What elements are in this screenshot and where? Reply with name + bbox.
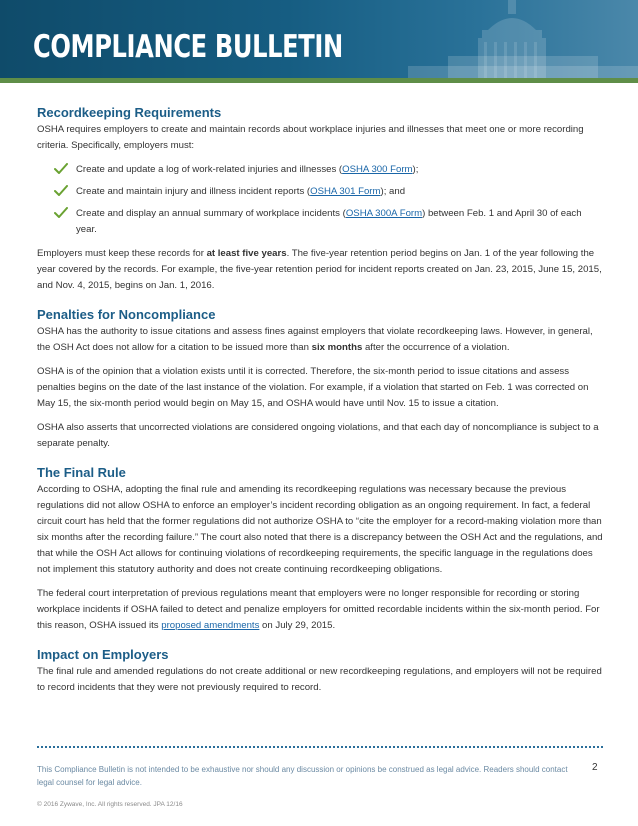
osha-301-form-link[interactable]: OSHA 301 Form <box>310 186 381 197</box>
paragraph: OSHA also asserts that uncorrected violations are considered ongoing violations, and that each day of noncompliance is subject to a separate penalty. <box>37 422 599 449</box>
requirements-checklist <box>37 162 603 238</box>
paragraph: OSHA has the authority to issue citations and assess fines against employers that violate recordkeeping laws. However, in general, the OSH Act does not allow for a citation to be issued more than six months after the occurrence of a violation. <box>37 326 593 353</box>
section-penalties <box>37 306 603 452</box>
copyright-notice: © 2016 Zywave, Inc. All rights reserved. JPA 12/16 <box>37 801 183 808</box>
bulletin-body <box>37 104 603 704</box>
page-number: 2 <box>592 762 598 773</box>
header-accent-strip <box>0 78 638 83</box>
checkmark-icon <box>54 163 68 175</box>
paragraph: OSHA requires employers to create and maintain records about workplace injuries and illnesses that meet one or more recording criteria. Specifically, employers must: <box>37 124 584 151</box>
section-heading: Recordkeeping Requirements <box>37 105 222 120</box>
section-final-rule <box>37 464 603 634</box>
paragraph: Employers must keep these records for at least five years. The five-year retention period begins on Jan. 1 of the year following the year covered by the records. For example, the five-year retention period for incident reports created on Jan. 23, 2015, June 15, 2015, and Nov. 4, 2015, begins on Jan. 1, 2016. <box>37 248 602 291</box>
section-heading: Impact on Employers <box>37 647 169 662</box>
footer-divider <box>37 746 603 748</box>
section-heading: Penalties for Noncompliance <box>37 307 216 322</box>
checkmark-icon <box>54 185 68 197</box>
footer-disclaimer: This Compliance Bulletin is not intended to be exhaustive nor should any discussion or opinions be construed as legal advice. Readers should contact legal counsel for legal advice. <box>37 765 568 787</box>
paragraph: The final rule and amended regulations do not create additional or new recordkeeping regulations, and employers will not be required to record incidents that they were not previously required to record. <box>37 666 602 693</box>
list-item: Create and update a log of work-related injuries and illnesses (OSHA 300 Form); <box>37 162 603 178</box>
list-item: Create and display an annual summary of workplace incidents (OSHA 300A Form) between Feb. 1 and April 30 of each year. <box>37 206 603 238</box>
proposed-amendments-link[interactable]: proposed amendments <box>161 620 260 631</box>
osha-300-form-link[interactable]: OSHA 300 Form <box>342 164 413 175</box>
paragraph: The federal court interpretation of previous regulations meant that employers were no longer responsible for recording or storing workplace incidents if OSHA failed to detect and penalize employers for omitted recordable incidents within the six-month period. For this reason, OSHA issued its proposed amendments on July 29, 2015. <box>37 588 600 631</box>
capitol-dome-image <box>408 0 638 78</box>
section-impact <box>37 646 603 696</box>
paragraph: OSHA is of the opinion that a violation exists until it is corrected. Therefore, the six-month period to issue citations and assess penalties begins on the date of the last instance of the violation. For example, if a violation that started on Feb. 1 was corrected on May 15, the six-month period would begin on May 15, and OSHA would have until Nov. 15 to issue a citation. <box>37 366 589 409</box>
bulletin-header <box>0 0 638 78</box>
bulletin-title: COMPLIANCE BULLETIN <box>33 29 343 65</box>
osha-300a-form-link[interactable]: OSHA 300A Form <box>345 208 423 219</box>
list-item: Create and maintain injury and illness incident reports (OSHA 301 Form); and <box>37 184 603 200</box>
paragraph: According to OSHA, adopting the final rule and amending its recordkeeping regulations was necessary because the previous regulations did not allow OSHA to enforce an employer’s incident recording obligation as an ongoing requirement. In fact, a federal circuit court has held that the former regulations did not authorize OSHA to “cite the employer for a record-making violation more than six months after the recording failure.” The court also noted that there is a discrepancy between the OSH Act and the regulations, and that while the OSH Act allows for continuing violations of recordkeeping requirements, the specific language in the regulations does not implement this statutory authority and does not create continuing recordkeeping obligations. <box>37 484 603 575</box>
section-heading: The Final Rule <box>37 465 126 480</box>
checkmark-icon <box>54 207 68 219</box>
section-recordkeeping <box>37 104 603 294</box>
